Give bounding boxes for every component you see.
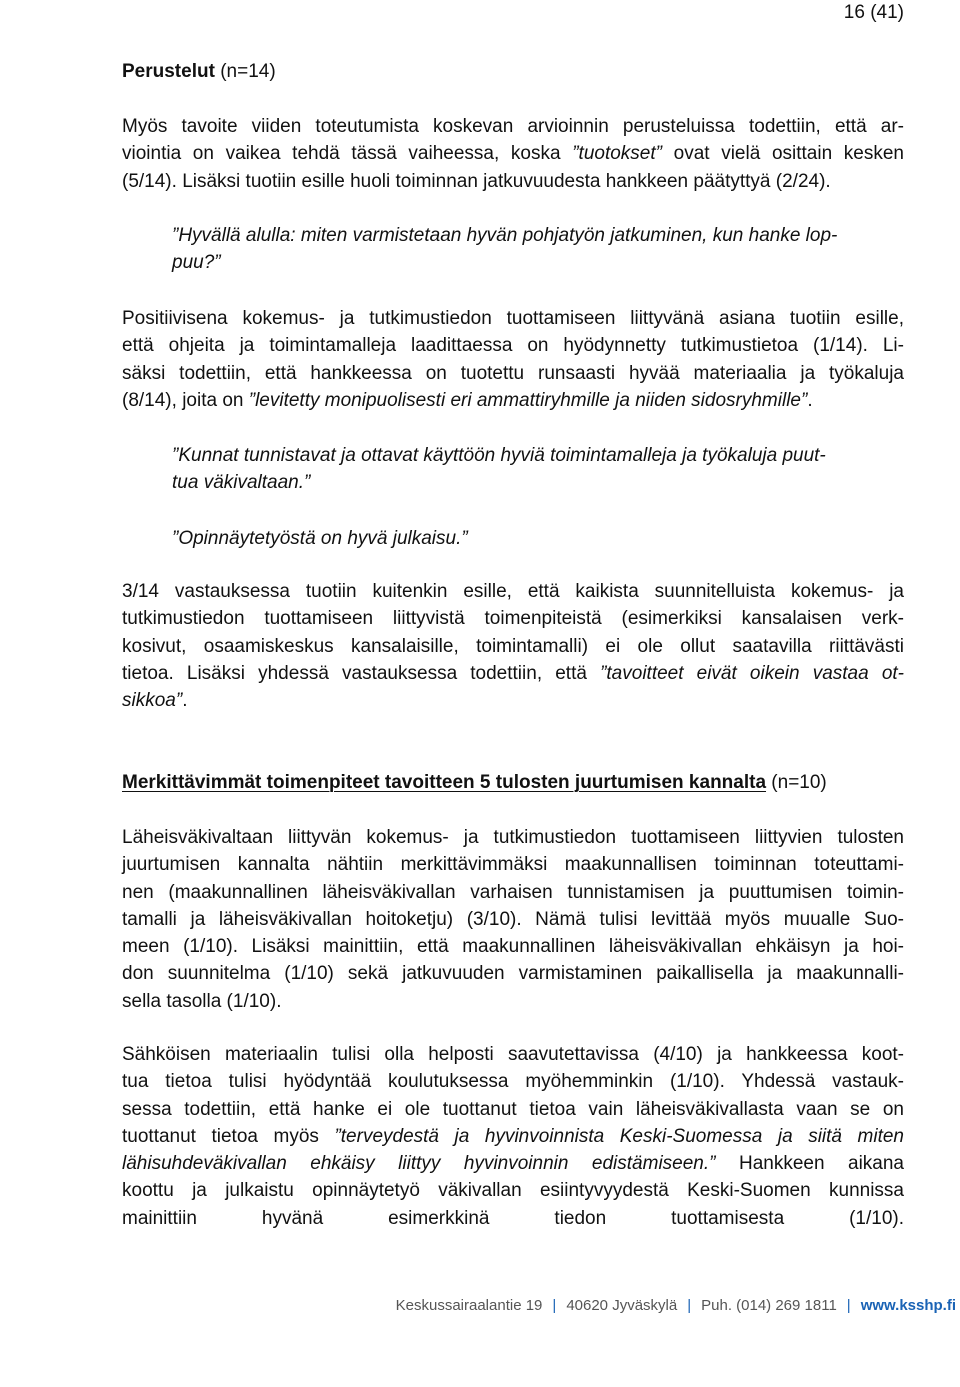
- text-line: 3/14 vastauksessa tuotiin kuitenkin esille, että kaikista suunnitelluista kokemus- ja: [122, 581, 904, 602]
- block-quote: [172, 525, 904, 552]
- italic-quote: sikkoa”: [122, 690, 183, 712]
- footer-postal: 40620 Jyväskylä: [566, 1297, 678, 1314]
- paragraph: [122, 1041, 904, 1232]
- paragraph: [122, 578, 904, 714]
- text-line: [122, 660, 904, 687]
- text-span: tuottanut tietoa myös: [122, 1125, 335, 1147]
- footer-phone: Puh. (014) 269 1811: [701, 1297, 837, 1314]
- text-line: nen (maakunnallinen läheisväkivallan varhaisen tunnistamisen ja puuttumisen toimin-: [122, 881, 904, 903]
- text-line: [122, 1123, 904, 1150]
- text-line: Positiivisena kokemus- ja tutkimustiedon tuottamiseen liittyvänä asiana tuotiin esille,: [122, 308, 904, 329]
- text-line: [122, 140, 904, 167]
- quote-line: ”Kunnat tunnistavat ja ottavat käyttöön hyviä toimintamalleja ja työkaluja puut-: [172, 445, 826, 466]
- italic-quote: lähisuhdeväkivallan ehkäisy liittyy hyvinvoinnin edistämiseen.”: [122, 1153, 716, 1175]
- quote-line: puu?”: [172, 252, 221, 274]
- text-line: sella tasolla (1/10).: [122, 990, 282, 1012]
- text-span: viointia on vaikea tehdä tässä vaiheessa, koska: [122, 143, 573, 165]
- text-line: sessa todettiin, että hanke ei ole tuottanut tietoa vain läheisväkivallasta vaan se on: [122, 1098, 904, 1120]
- text-line: Myös tavoite viiden toteutumista koskevan arvioinnin perusteluissa todettiin, että ar-: [122, 116, 904, 137]
- quote-line: ”Hyvällä alulla: miten varmistetaan hyvän pohjatyön jatkuminen, kun hanke lop-: [172, 225, 838, 246]
- italic-quote: ”terveydestä ja hyvinvoinnista Keski-Suomessa ja siitä miten: [334, 1125, 904, 1147]
- block-quote: [172, 222, 904, 277]
- footer-separator: |: [846, 1297, 851, 1314]
- text-line: don suunnitelma (1/10) sekä jatkuvuuden varmistaminen paikallisella ja maakunnalli-: [122, 963, 904, 985]
- text-line: [122, 687, 904, 714]
- text-line: tamalli ja läheisväkivallan hoitoketju) (3/10). Nämä tulisi levittää myös muualle Suo-: [122, 908, 904, 930]
- text-span: .: [807, 389, 813, 411]
- text-line: [122, 1150, 904, 1177]
- footer-website-link[interactable]: www.ksshp.fi: [860, 1297, 956, 1314]
- text-line: Läheisväkivaltaan liittyvän kokemus- ja tutkimustiedon tuottamiseen liittyvien tulosten: [122, 827, 904, 848]
- italic-quote: ”levitetty monipuolisesti eri ammattiryhmille ja niiden sidosryhmille”: [248, 389, 808, 411]
- text-span: tietoa. Lisäksi yhdessä vastauksessa todettiin, että: [122, 662, 601, 684]
- page-footer: [396, 1296, 956, 1316]
- block-quote: [172, 442, 904, 497]
- section-heading-count: (n=10): [766, 772, 827, 793]
- text-span: .: [182, 690, 188, 712]
- text-line: meen (1/10). Lisäksi mainittiin, että maakunnallinen läheisväkivallan ehkäisyn ja hoi-: [122, 936, 904, 958]
- footer-separator: |: [552, 1297, 557, 1314]
- text-line: Sähköisen materiaalin tulisi olla helposti saavutettavissa (4/10) ja hankkeessa koot-: [122, 1044, 904, 1065]
- paragraph: [122, 305, 904, 414]
- text-line: tutkimustiedon tuottamiseen liittyvistä toimenpiteistä (esimerkiksi kansalaisen verk-: [122, 608, 904, 630]
- text-line: juurtumisen kannalta nähtiin merkittävimmäksi maakunnallisen toiminnan toteuttami-: [122, 854, 904, 876]
- footer-separator: |: [687, 1297, 692, 1314]
- section-heading-merkittavimmat: [122, 771, 827, 795]
- footer-address: Keskussairaalantie 19: [395, 1297, 543, 1314]
- section-heading-count: (n=14): [214, 61, 276, 82]
- text-line: tua tietoa tulisi hyödyntää koulutuksessa myöhemminkin (1/10). Yhdessä vastauk-: [122, 1071, 904, 1093]
- text-line: koottu ja julkaistu opinnäytetyö väkivallan esiintyvyydestä Keski-Suomen kunnissa: [122, 1180, 904, 1202]
- text-line: että ohjeita ja toimintamalleja laadittaessa on hyödynnetty tutkimustietoa (1/14). Li-: [122, 335, 904, 357]
- italic-quote: ”tavoitteet eivät oikein vastaa ot-: [600, 662, 904, 684]
- paragraph: [122, 113, 904, 195]
- text-span: ovat vielä osittain kesken: [661, 143, 904, 165]
- italic-quote: ”tuotokset”: [572, 143, 662, 165]
- text-line: kosivut, osaamiskeskus kansalaisille, toimintamalli) ei ole ollut saatavilla riittävästi: [122, 635, 904, 657]
- page-number: 16 (41): [843, 2, 904, 23]
- paragraph: [122, 824, 904, 1015]
- section-heading-bold: Merkittävimmät toimenpiteet tavoitteen 5 tulosten juurtumisen kannalta: [122, 772, 767, 793]
- text-line: säksi todettiin, että hankkeessa on tuotettu runsaasti hyvää materiaalia ja työkaluja: [122, 362, 904, 384]
- text-span: (8/14), joita on: [122, 389, 249, 411]
- text-line: (5/14). Lisäksi tuotiin esille huoli toiminnan jatkuvuudesta hankkeen päätyttyä (2/24).: [122, 170, 831, 192]
- section-heading-bold: Perustelut: [122, 61, 215, 82]
- quote-line: ”Opinnäytetyöstä on hyvä julkaisu.”: [172, 528, 468, 549]
- text-line: [122, 387, 904, 414]
- section-heading-perustelut: [122, 60, 276, 84]
- quote-line: tua väkivaltaan.”: [172, 472, 311, 494]
- text-span: Hankkeen aikana: [715, 1153, 904, 1175]
- text-line: mainittiin hyvänä esimerkkinä tiedon tuottamisesta (1/10).: [122, 1207, 904, 1229]
